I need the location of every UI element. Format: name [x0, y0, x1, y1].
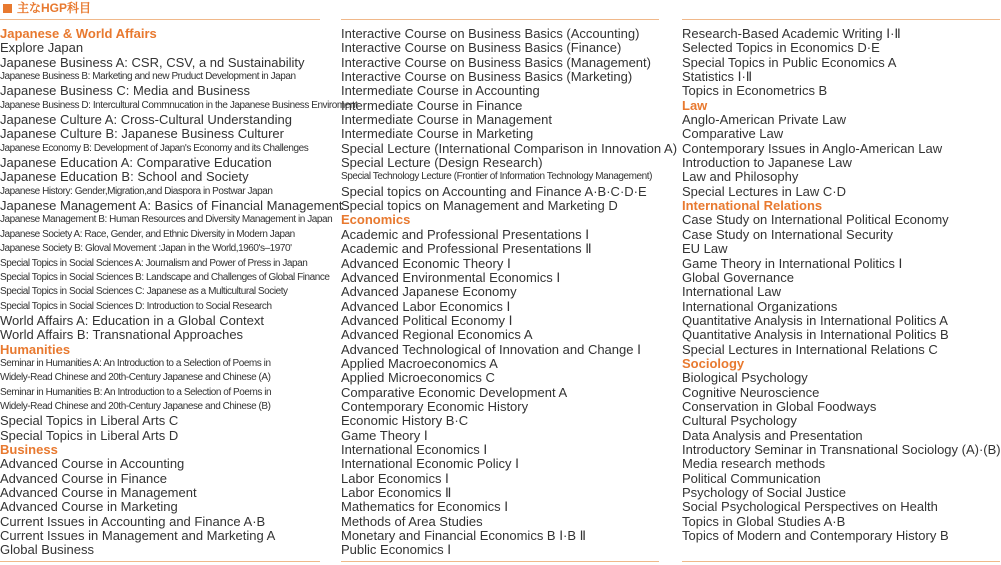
category-heading: Japanese & World Affairs [0, 26, 157, 41]
course-item: Japanese Business B: Marketing and new Pruduct Development in Japan [0, 71, 296, 83]
course-item: Advanced Political Economy Ⅰ [341, 312, 513, 328]
course-item: Seminar in Humanities A: An Introduction to a Selection of Poems in [0, 357, 271, 369]
course-item: Japanese Culture A: Cross-Cultural Understanding [0, 112, 292, 128]
column-2-bottom-rule [341, 561, 659, 562]
course-item: Japanese Management B: Human Resources and Diversity Management in Japan [0, 214, 333, 226]
course-item: International Organizations [682, 298, 838, 314]
course-item: Contemporary Economic History [341, 398, 529, 414]
course-item: Interactive Course on Business Basics (Finance) [341, 40, 622, 56]
course-item: Japanese Culture B: Japanese Business Culturer [0, 126, 284, 142]
course-item: Special Lecture (Design Research) [341, 155, 543, 171]
course-column-1 [0, 19, 358, 558]
course-item: EU Law [682, 241, 728, 257]
course-item: Mathematics for Economics Ⅰ [341, 499, 509, 515]
course-column-3 [682, 19, 1000, 553]
course-item: Advanced Technological of Innovation and Change Ⅰ [341, 341, 641, 357]
course-item: Game Theory in International Politics Ⅰ [682, 255, 903, 271]
course-item: International Economic Policy Ⅰ [341, 456, 519, 472]
course-item: Cognitive Neuroscience [682, 384, 820, 400]
course-item: Research-Based Academic Writing Ⅰ·Ⅱ [682, 26, 901, 41]
course-item: Global Governance [682, 269, 795, 285]
category-heading: Economics [341, 212, 411, 228]
course-item: Topics in Econometrics B [682, 83, 828, 99]
course-item: Japanese History: Gender,Migration,and Diaspora in Postwar Japan [0, 185, 273, 197]
course-item: Public Economics Ⅰ [341, 542, 452, 558]
course-item: Explore Japan [0, 40, 84, 56]
column-1-bottom-rule [0, 561, 320, 562]
course-item: Contemporary Issues in Anglo-American Law [682, 140, 943, 156]
course-item: Data Analysis and Presentation [682, 427, 863, 443]
course-item: Japanese Management A: Basics of Financial Management [0, 198, 343, 214]
course-item: Game Theory Ⅰ [341, 427, 428, 443]
course-item: Special Topics in Liberal Arts C [0, 413, 179, 429]
course-item: Advanced Course in Marketing [0, 499, 178, 515]
course-item: Media research methods [682, 456, 826, 472]
course-item: International Economics Ⅰ [341, 441, 488, 457]
course-item: Conservation in Global Foodways [682, 398, 877, 414]
course-item: Academic and Professional Presentations Ⅰ [341, 226, 590, 242]
course-item: Introductory Seminar in Transnational Sociology (A)·(B) [682, 441, 1001, 457]
course-item: Interactive Course on Business Basics (Accounting) [341, 26, 640, 41]
course-item: Special Technology Lecture (Frontier of Information Technology Management) [341, 171, 652, 183]
section-title [0, 0, 91, 16]
course-item: International Law [682, 284, 782, 300]
course-item: Psychology of Social Justice [682, 485, 847, 500]
course-item: Advanced Labor Economics Ⅰ [341, 298, 511, 314]
course-item: Japanese Education A: Comparative Education [0, 155, 272, 171]
course-item: Current Issues in Accounting and Finance A·B [0, 513, 266, 529]
course-item: Special Topics in Social Sciences C: Japanese as a Multicultural Society [0, 286, 288, 298]
course-item: Economic History B·C [341, 413, 469, 429]
course-item: Statistics Ⅰ·Ⅱ [682, 69, 753, 85]
category-heading: Business [0, 441, 58, 457]
course-item: Case Study on International Security [682, 226, 894, 242]
course-item: Introduction to Japanese Law [682, 155, 852, 171]
square-bullet-icon [3, 4, 12, 13]
course-item: Special Lectures in Law C·D [682, 183, 847, 199]
course-item: Labor Economics Ⅱ [341, 485, 452, 500]
course-item: World Affairs B: Transnational Approaches [0, 327, 244, 343]
course-item: Japanese Society B: Gloval Movement :Japan in the World,1960's–1970' [0, 243, 292, 255]
column-3-bottom-rule [682, 561, 1000, 562]
course-item: Widely-Read Chinese and 20th-Century Japanese and Chinese (A) [0, 372, 271, 384]
course-item: Advanced Course in Accounting [0, 456, 185, 472]
course-item: Intermediate Course in Finance [341, 97, 523, 113]
course-item: Advanced Course in Finance [0, 470, 167, 486]
course-item: Special Lecture (International Comparison in Innovation A) [341, 140, 678, 156]
course-item: Interactive Course on Business Basics (Marketing) [341, 69, 633, 85]
course-item: Special topics on Accounting and Finance A·B·C·D·E [341, 183, 647, 199]
category-heading: Law [682, 97, 708, 113]
category-heading: International Relations [682, 198, 823, 214]
course-item: Advanced Environmental Economics Ⅰ [341, 269, 561, 285]
course-item: Labor Economics Ⅰ [341, 470, 449, 486]
course-item: Japanese Society A: Race, Gender, and Ethnic Diversity in Modern Japan [0, 228, 295, 240]
course-item: Japanese Business C: Media and Business [0, 83, 251, 99]
course-item: Advanced Japanese Economy [341, 284, 517, 300]
course-item: Special Topics in Liberal Arts D [0, 427, 179, 443]
course-item: Monetary and Financial Economics B Ⅰ·B Ⅱ [341, 528, 587, 544]
course-item: Intermediate Course in Marketing [341, 126, 534, 142]
course-item: Special Topics in Social Sciences B: Landscape and Challenges of Global Finance [0, 271, 330, 283]
course-item: Comparative Economic Development A [341, 384, 568, 400]
course-item: Global Business [0, 542, 94, 558]
course-item: Political Communication [682, 470, 821, 486]
course-item: Applied Microeconomics C [341, 370, 495, 386]
course-item: Interactive Course on Business Basics (Management) [341, 54, 651, 70]
course-item: Law and Philosophy [682, 169, 799, 185]
course-item: Advanced Course in Management [0, 485, 197, 500]
course-item: Case Study on International Political Economy [682, 212, 949, 228]
course-item: Intermediate Course in Management [341, 112, 553, 128]
course-item: Special Topics in Social Sciences D: Introduction to Social Research [0, 300, 272, 312]
section-title-text: 主なHGP科目 [17, 1, 92, 15]
course-item: Quantitative Analysis in International Politics B [682, 327, 949, 343]
course-item: Anglo-American Private Law [682, 112, 847, 128]
course-item: Cultural Psychology [682, 413, 797, 429]
course-item: Japanese Economy B: Development of Japan's Economy and its Challenges [0, 142, 309, 154]
course-item: Japanese Business D: Intercultural Commnucation in the Japanese Business Enviroment [0, 99, 358, 111]
course-item: Special Topics in Public Economics A [682, 54, 897, 70]
course-item: Special Lectures in International Relations C [682, 341, 938, 357]
course-item: Topics of Modern and Contemporary History B [682, 528, 949, 544]
course-item: Intermediate Course in Accounting [341, 83, 540, 99]
course-item: Advanced Regional Economics A [341, 327, 533, 343]
course-item: Methods of Area Studies [341, 513, 483, 529]
course-item: Applied Macroeconomics A [341, 355, 498, 371]
course-item: Advanced Economic Theory Ⅰ [341, 255, 511, 271]
course-item: Special Topics in Social Sciences A: Journalism and Power of Press in Japan [0, 257, 308, 269]
course-item: World Affairs A: Education in a Global Context [0, 312, 264, 328]
course-item: Japanese Business A: CSR, CSV, a nd Sustainability [0, 54, 305, 70]
course-item: Quantitative Analysis in International Politics A [682, 312, 948, 328]
course-item: Selected Topics in Economics D·E [682, 40, 880, 56]
course-item: Comparative Law [682, 126, 784, 142]
course-item: Biological Psychology [682, 370, 808, 386]
course-column-2 [341, 19, 678, 558]
course-item: Current Issues in Management and Marketing A [0, 528, 276, 544]
course-item: Academic and Professional Presentations Ⅱ [341, 241, 592, 257]
course-item: Social Psychological Perspectives on Health [682, 499, 938, 515]
course-item: Seminar in Humanities B: An Introduction to a Selection of Poems in [0, 386, 272, 398]
category-heading: Humanities [0, 341, 71, 357]
course-item: Japanese Education B: School and Society [0, 169, 249, 185]
category-heading: Sociology [682, 355, 745, 371]
course-item: Special topics on Management and Marketing D [341, 198, 618, 214]
course-item: Topics in Global Studies A·B [682, 513, 846, 529]
course-item: Widely-Read Chinese and 20th-Century Japanese and Chinese (B) [0, 400, 271, 412]
